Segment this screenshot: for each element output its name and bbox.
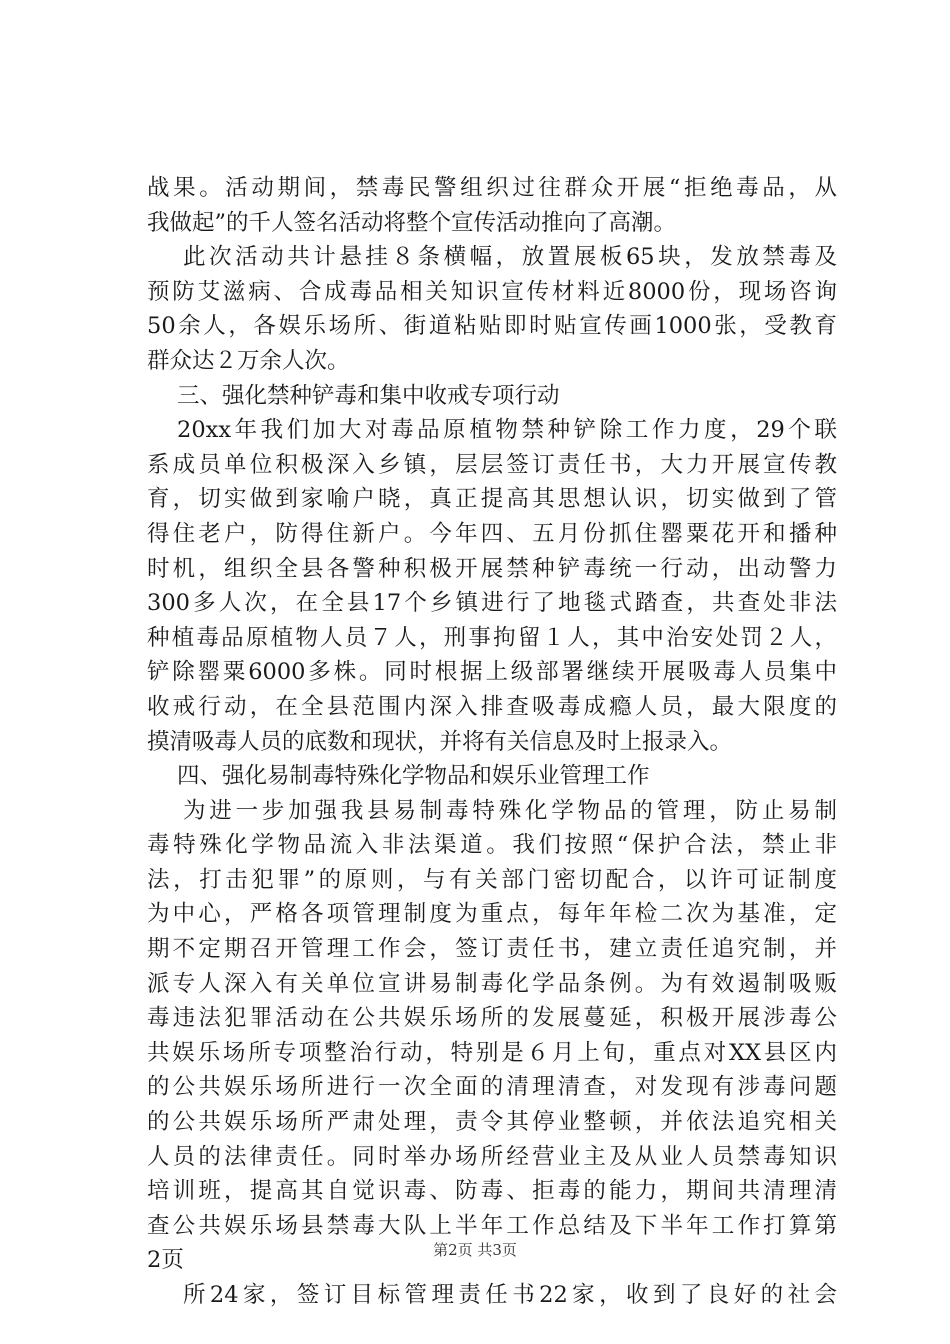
text-line: 预防艾滋病、合成毒品相关知识宣传材料近8000份，现场咨询 (147, 278, 837, 305)
text-line: 50余人，各娱乐场所、街道粘贴即时贴宣传画1000张，受教育 (147, 313, 837, 340)
text-line: 系成员单位积极深入乡镇，层层签订责任书，大力开展宣传教 (147, 451, 837, 478)
text-line: 人员的法律责任。同时举办场所经营业主及从业人员禁毒知识 (147, 1143, 837, 1170)
text-line: 法，打击犯罪”的原则，与有关部门密切配合，以许可证制度 (147, 866, 837, 893)
text-line: 培训班，提高其自觉识毒、防毒、拒毒的能力，期间共清理清 (147, 1178, 837, 1205)
text-line: 的公共娱乐场所严肃处理，责令其停业整顿，并依法追究相关 (147, 1109, 837, 1136)
text-line: 毒特殊化学物品流入非法渠道。我们按照“保护合法，禁止非 (147, 832, 837, 859)
text-line: 铲除罂粟6000多株。同时根据上级部署继续开展吸毒人员集中 (147, 659, 837, 686)
text-line: 种植毒品原植物人员７人，刑事拘留１人，其中治安处罚２人， (147, 624, 837, 651)
document-body (147, 171, 837, 1313)
text-line: 我做起”的千人签名活动将整个宣传活动推向了高潮。 (147, 209, 677, 236)
text-line: 毒违法犯罪活动在公共娱乐场所的发展蔓延，积极开展涉毒公 (147, 1005, 837, 1032)
text-line: 共娱乐场所专项整治行动，特别是６月上旬，重点对XX县区内 (147, 1039, 837, 1066)
text-line: 为进一步加强我县易制毒特殊化学物品的管理，防止易制 (183, 797, 837, 824)
text-line: 此次活动共计悬挂８条横幅，放置展板65块，发放禁毒及 (183, 244, 837, 271)
text-line: 派专人深入有关单位宣讲易制毒化学品条例。为有效遏制吸贩 (147, 970, 837, 997)
text-line: 得住老户，防得住新户。今年四、五月份抓住罂粟花开和播种 (147, 520, 837, 547)
text-line: 所24家，签订目标管理责任书22家，收到了良好的社会 (183, 1282, 837, 1308)
text-line: 300多人次，在全县17个乡镇进行了地毯式踏查，共查处非法 (147, 590, 837, 617)
text-line: 收戒行动，在全县范围内深入排查吸毒成瘾人员，最大限度的 (147, 693, 837, 720)
text-line: 育，切实做到家喻户晓，真正提高其思想认识，切实做到了管 (147, 486, 837, 513)
text-line: 的公共娱乐场所进行一次全面的清理清查，对发现有涉毒问题 (147, 1074, 837, 1101)
text-line: 四、强化易制毒特殊化学物品和娱乐业管理工作 (177, 763, 650, 790)
text-line: 时机，组织全县各警种积极开展禁种铲毒统一行动，出动警力 (147, 555, 837, 582)
text-line: 三、强化禁种铲毒和集中收戒专项行动 (177, 382, 560, 409)
text-line: 战果。活动期间，禁毒民警组织过往群众开展“拒绝毒品，从 (147, 175, 837, 201)
text-line: 20xx年我们加大对毒品原植物禁种铲除工作力度，29个联 (177, 417, 837, 444)
text-line: 查公共娱乐场县禁毒大队上半年工作总结及下半年工作打算第 (147, 1212, 837, 1239)
text-line: 群众达２万余人次。 (147, 347, 350, 374)
text-line: 2页 (147, 1247, 184, 1274)
text-line: 期不定期召开管理工作会，签订责任书，建立责任追究制，并 (147, 936, 837, 963)
page-footer: 第2页 共3页 (433, 1241, 517, 1259)
text-line: 为中心，严格各项管理制度为重点，每年年检二次为基准，定 (147, 901, 837, 928)
text-line: 摸清吸毒人员的底数和现状，并将有关信息及时上报录入。 (147, 728, 733, 755)
